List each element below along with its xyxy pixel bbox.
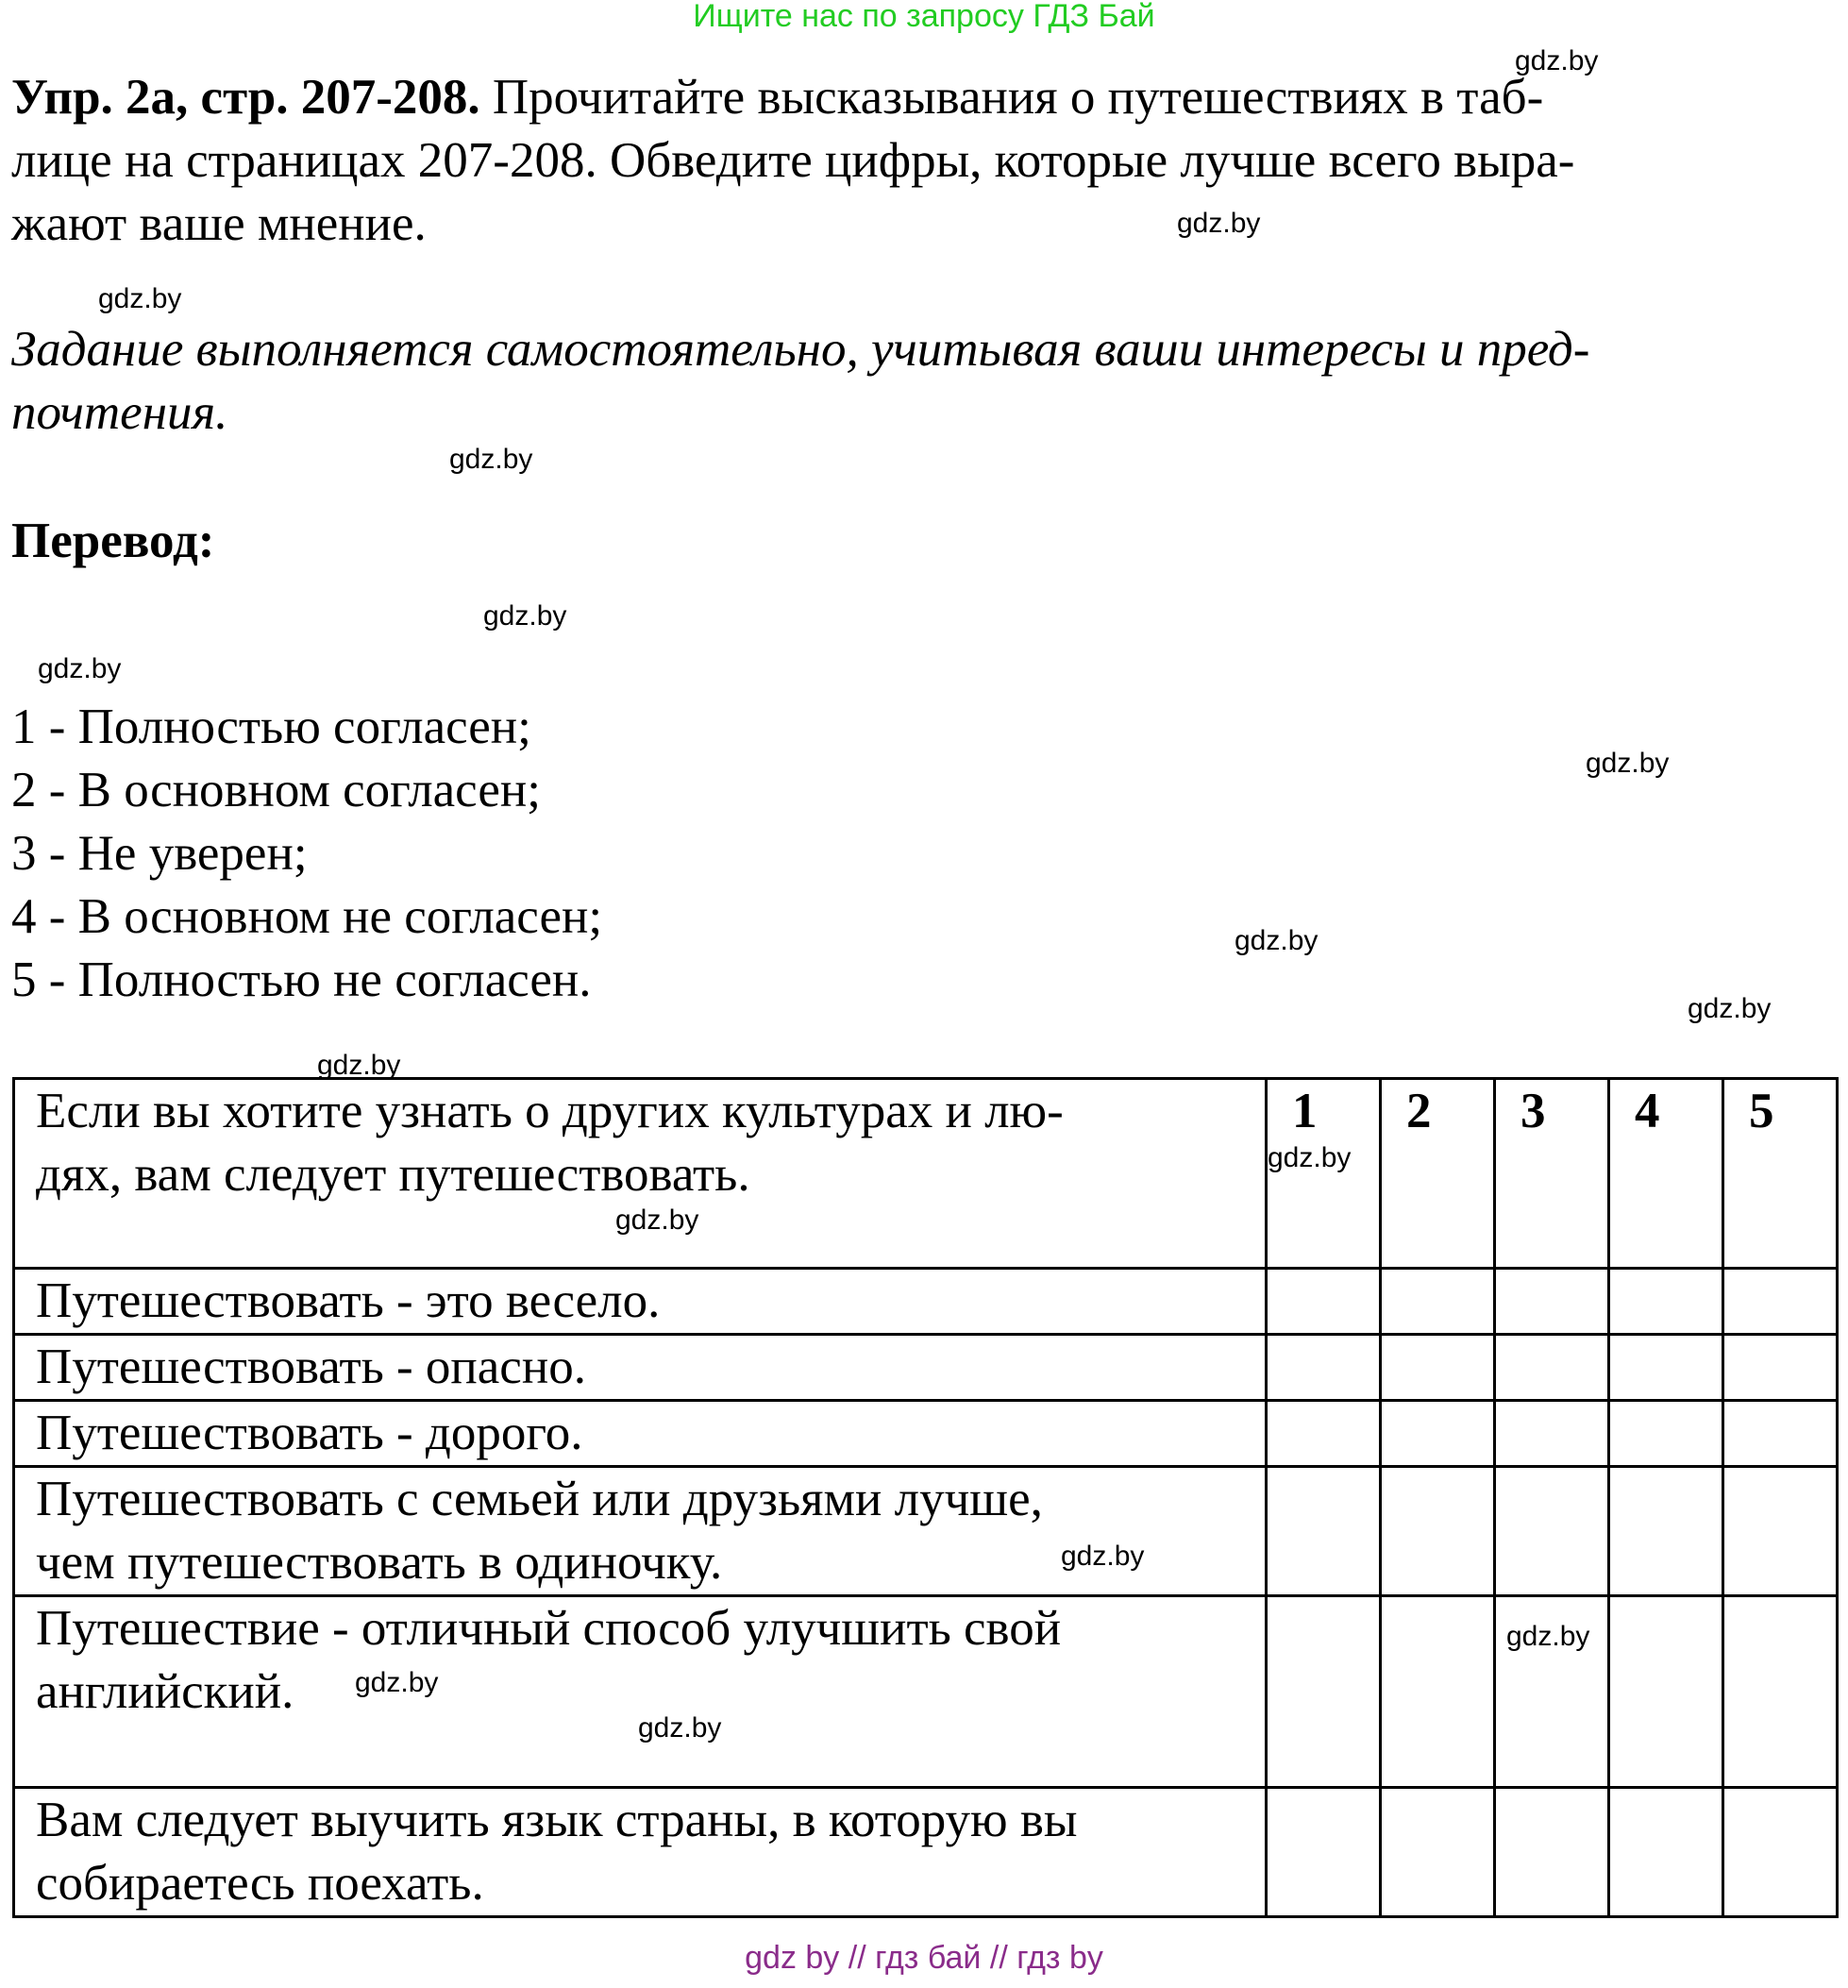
header-3: 3 (1495, 1079, 1609, 1269)
statement-cell: Если вы хотите узнать о других культурах и лю- дях, вам следует путешествовать. (14, 1079, 1267, 1269)
rating-cell[interactable] (1723, 1401, 1838, 1467)
rating-cell[interactable] (1723, 1269, 1838, 1335)
header-4: 4 (1609, 1079, 1723, 1269)
exercise-line-2: лице на страницах 207-208. Обведите цифры, которые лучше всего выра- (11, 133, 1575, 188)
opinion-table (12, 1077, 1839, 1918)
rating-cell[interactable] (1267, 1335, 1381, 1401)
rating-cell[interactable] (1267, 1401, 1381, 1467)
rating-cell[interactable] (1609, 1467, 1723, 1596)
table-row (14, 1788, 1838, 1917)
watermark: gdz.by (483, 600, 567, 632)
watermark: gdz.by (449, 444, 533, 475)
watermark: gdz.by (638, 1712, 722, 1744)
rating-cell[interactable] (1609, 1269, 1723, 1335)
watermark: gdz.by (1061, 1541, 1145, 1572)
statement-cell: Вам следует выучить язык страны, в которую вы собираетесь поехать. (14, 1788, 1267, 1917)
rating-cell[interactable] (1381, 1401, 1495, 1467)
statement-cell: Путешествие - отличный способ улучшить свой английский. (14, 1596, 1267, 1788)
top-banner: Ищите нас по запросу ГДЗ Бай (693, 0, 1155, 34)
rating-cell[interactable] (1267, 1788, 1381, 1917)
rating-cell[interactable] (1381, 1596, 1495, 1788)
rating-cell[interactable] (1495, 1467, 1609, 1596)
watermark: gdz.by (1177, 208, 1261, 239)
note-line-2: почтения. (11, 385, 228, 440)
header-1: 1 (1267, 1079, 1381, 1269)
rating-cell[interactable] (1495, 1788, 1609, 1917)
statement-cell: Путешествовать - дорого. (14, 1401, 1267, 1467)
note-line-1: Задание выполняется самостоятельно, учитывая ваши интересы и пред- (11, 322, 1590, 377)
header-2: 2 (1381, 1079, 1495, 1269)
watermark: gdz.by (1688, 993, 1772, 1024)
watermark: gdz.by (355, 1667, 439, 1698)
watermark: gdz.by (98, 283, 182, 314)
rating-cell[interactable] (1723, 1596, 1838, 1788)
exercise-line-3: жают ваше мнение. (11, 196, 427, 251)
scale-item-2: 2 - В основном согласен; (11, 763, 541, 817)
rating-cell[interactable] (1609, 1335, 1723, 1401)
watermark: gdz.by (1235, 925, 1319, 956)
footer-links: gdz by // гдз бай // гдз by (745, 1940, 1103, 1976)
watermark: gdz.by (317, 1050, 401, 1081)
rating-cell[interactable] (1267, 1467, 1381, 1596)
scale-item-3: 3 - Не уверен; (11, 826, 308, 881)
rating-cell[interactable] (1381, 1269, 1495, 1335)
watermark: gdz.by (1586, 748, 1670, 779)
statement-cell: Путешествовать с семьей или друзьями лучше, чем путешествовать в одиночку. (14, 1467, 1267, 1596)
watermark: gdz.by (615, 1205, 699, 1236)
translation-heading: Перевод: (11, 514, 215, 568)
table-row (14, 1335, 1838, 1401)
statement-cell: Путешествовать - это весело. (14, 1269, 1267, 1335)
rating-cell[interactable] (1723, 1335, 1838, 1401)
table-row (14, 1269, 1838, 1335)
rating-cell[interactable] (1723, 1467, 1838, 1596)
scale-item-4: 4 - В основном не согласен; (11, 889, 603, 944)
rating-cell[interactable] (1723, 1788, 1838, 1917)
rating-cell[interactable] (1609, 1401, 1723, 1467)
rating-cell[interactable] (1267, 1596, 1381, 1788)
statement-cell: Путешествовать - опасно. (14, 1335, 1267, 1401)
rating-cell[interactable] (1381, 1788, 1495, 1917)
watermark: gdz.by (1515, 45, 1599, 76)
exercise-text-1: Прочитайте высказывания о путешествиях в таб- (479, 70, 1544, 125)
rating-cell[interactable] (1609, 1788, 1723, 1917)
watermark: gdz.by (1268, 1142, 1352, 1173)
table-row (14, 1467, 1838, 1596)
header-5: 5 (1723, 1079, 1838, 1269)
rating-cell[interactable] (1495, 1401, 1609, 1467)
exercise-line-1 (11, 66, 1543, 129)
scale-item-1: 1 - Полностью согласен; (11, 699, 531, 754)
scale-item-5: 5 - Полностью не согласен. (11, 952, 592, 1007)
rating-cell[interactable] (1381, 1467, 1495, 1596)
table-row (14, 1401, 1838, 1467)
table-row (14, 1079, 1838, 1269)
rating-cell[interactable] (1381, 1335, 1495, 1401)
rating-cell[interactable] (1495, 1335, 1609, 1401)
exercise-label: Упр. 2а, стр. 207-208. (11, 70, 480, 125)
rating-cell[interactable] (1495, 1269, 1609, 1335)
rating-cell[interactable] (1609, 1596, 1723, 1788)
watermark: gdz.by (38, 653, 122, 684)
rating-cell[interactable] (1267, 1269, 1381, 1335)
watermark: gdz.by (1506, 1621, 1590, 1652)
